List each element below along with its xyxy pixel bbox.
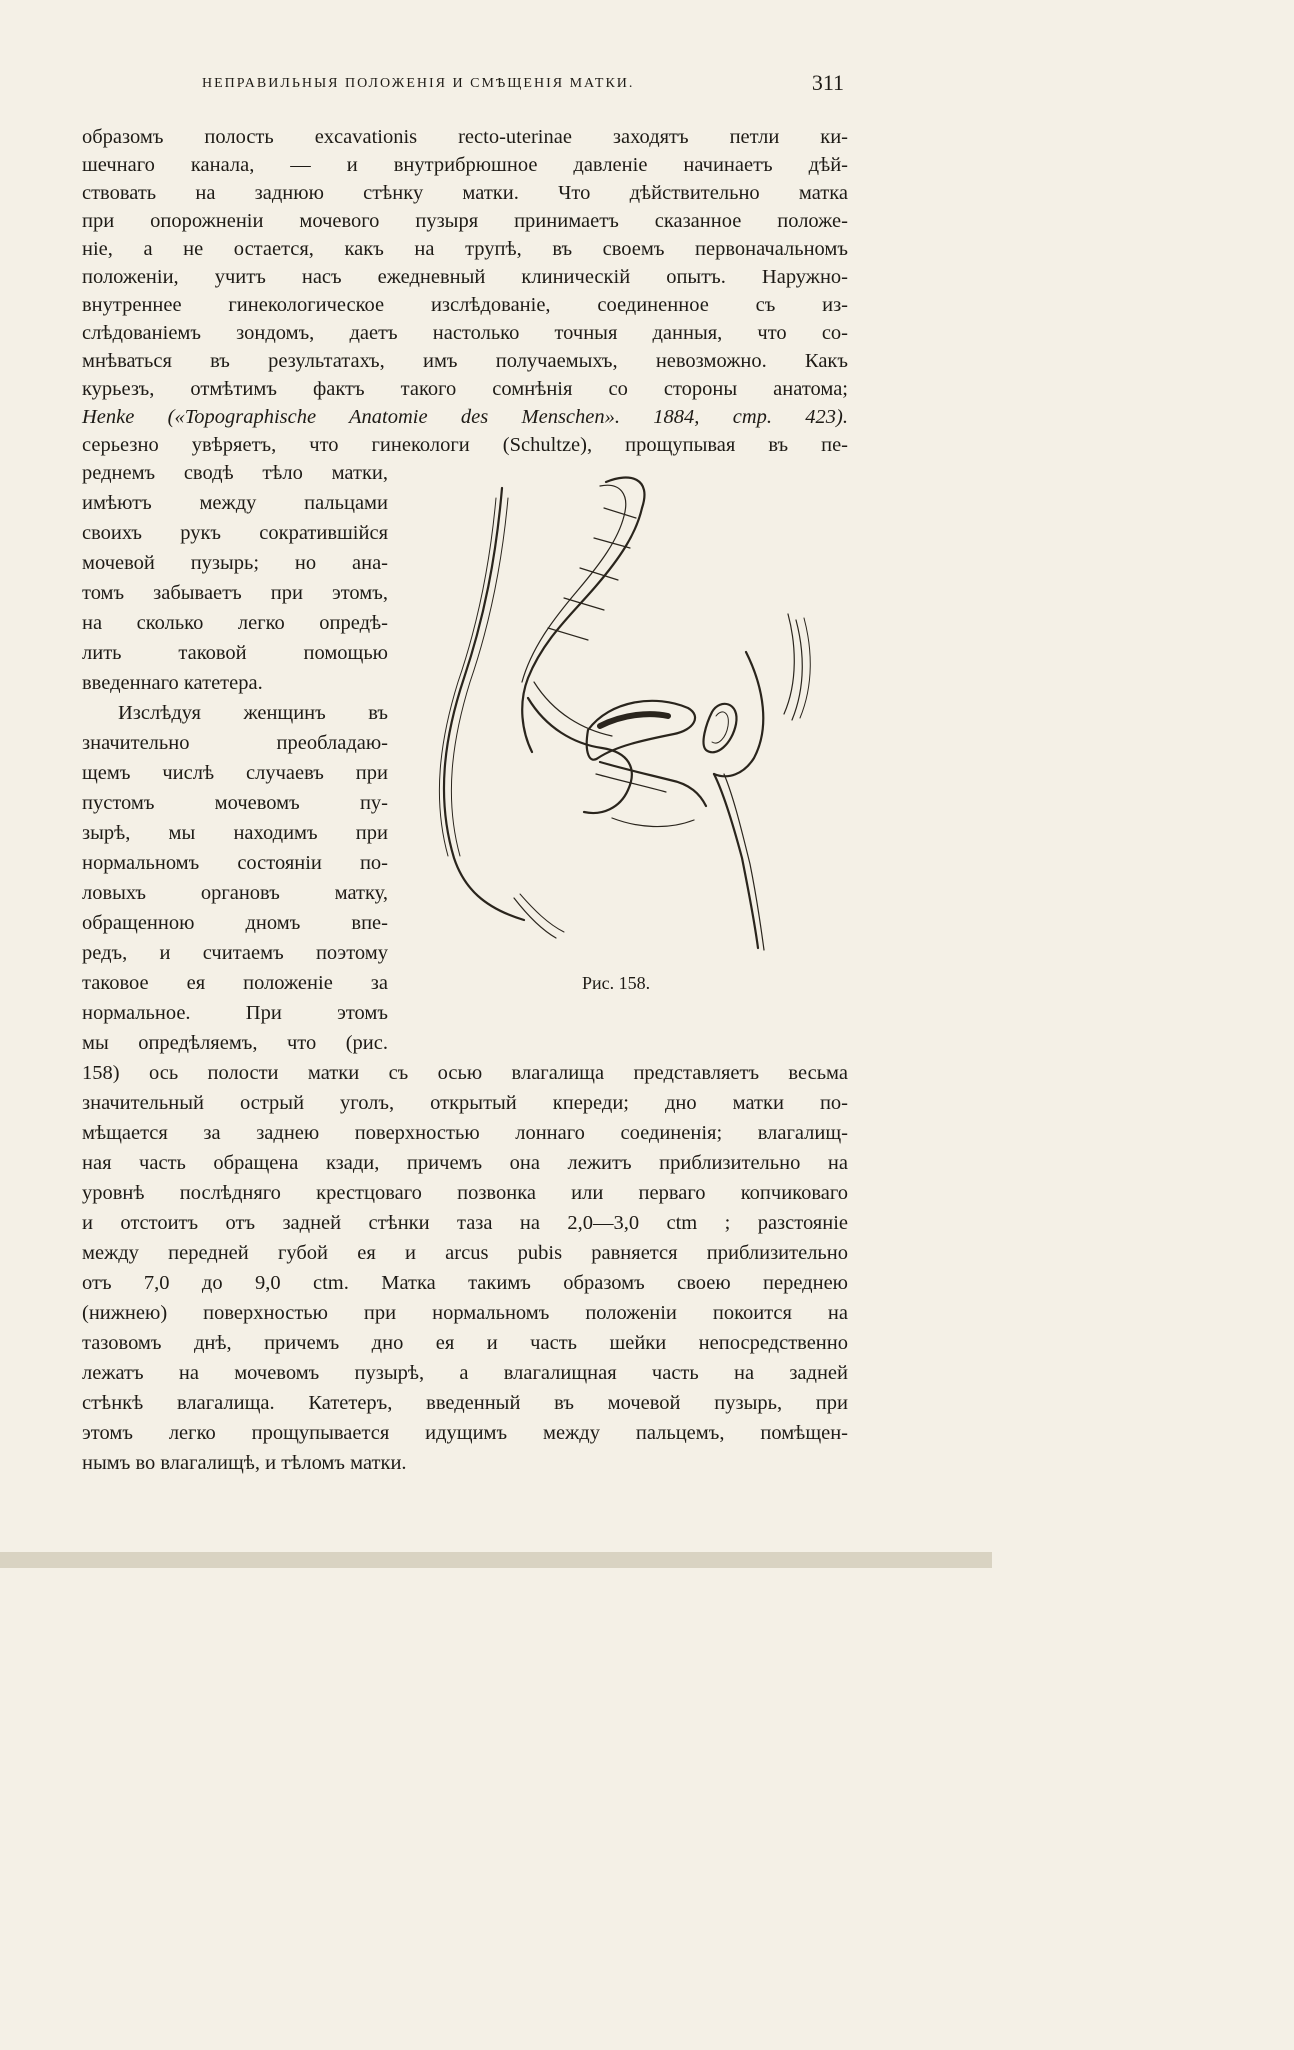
text-line: ствовать на заднюю стѣнку матки. Что дѣйствительно матка	[82, 182, 848, 204]
pubic-symphysis	[714, 774, 758, 948]
text-line: уровнѣ послѣдняго крестцоваго позвонка или перваго копчиковаго	[82, 1182, 848, 1204]
text-line: курьезъ, отмѣтимъ фактъ такого сомнѣнія со стороны анатома;	[82, 378, 848, 400]
text-line: введеннаго катетера.	[82, 672, 263, 694]
posterior-body-contour	[444, 488, 524, 920]
text-line: ловыхъ органовъ матку,	[82, 882, 388, 904]
text-line: серьезно увѣряетъ, что гинекологи (Schultze), прощупывая въ пе-	[82, 434, 848, 456]
text-line: слѣдованіемъ зондомъ, даетъ настолько точныя данныя, что со-	[82, 322, 848, 344]
citation-line: Henke («Topographische Anatomie des Menschen». 1884, стр. 423).	[82, 406, 848, 428]
text-line: имѣютъ между пальцами	[82, 492, 388, 514]
text-line: мнѣваться въ результатахъ, имъ получаемыхъ, невозможно. Какъ	[82, 350, 848, 372]
bladder-outline	[704, 704, 737, 752]
text-line: томъ забываетъ при этомъ,	[82, 582, 388, 604]
text-line: этомъ легко прощупывается идущимъ между пальцемъ, помѣщен-	[82, 1422, 848, 1444]
text-line: нормальномъ состояніи по-	[82, 852, 388, 874]
text-line: редъ, и считаемъ поэтому	[82, 942, 388, 964]
pelvis-sagittal-section	[424, 468, 840, 978]
text-line: лить таковой помощью	[82, 642, 388, 664]
text-line: своихъ рукъ сократившійся	[82, 522, 388, 544]
text-line: и отстоитъ отъ задней стѣнки таза на 2,0—3,0 ctm ; разстояніе	[82, 1212, 848, 1234]
vagina-outline	[600, 762, 706, 806]
text-line: 158) ось полости матки съ осью влагалища представляетъ весьма	[82, 1062, 848, 1084]
scan-edge	[0, 1552, 992, 1568]
uterine-cavity	[600, 714, 668, 726]
text-line: мѣщается за заднею поверхностью лоннаго соединенія; влагалищ-	[82, 1122, 848, 1144]
text-line: таковое ея положеніе за	[82, 972, 388, 994]
text-line: ніе, а не остается, какъ на трупѣ, въ своемъ первоначальномъ	[82, 238, 848, 260]
text-line: отъ 7,0 до 9,0 ctm. Матка такимъ образомъ своею переднею	[82, 1272, 848, 1294]
text-line: положеніи, учитъ насъ ежедневный клиническій опытъ. Наружно-	[82, 266, 848, 288]
text-line: лежатъ на мочевомъ пузырѣ, а влагалищная часть на задней	[82, 1362, 848, 1384]
text-line: пустомъ мочевомъ пу-	[82, 792, 388, 814]
text-line: шечнаго канала, — и внутрибрюшное давленіе начинаетъ дѣй-	[82, 154, 848, 176]
anatomical-illustration	[424, 468, 840, 978]
text-line: зырѣ, мы находимъ при	[82, 822, 388, 844]
text-line: образомъ полость excavationis recto-uterinae заходятъ петли ки-	[82, 126, 848, 148]
text-line: мочевой пузырь; но ана-	[82, 552, 388, 574]
text-line: стѣнкѣ влагалища. Катетеръ, введенный въ мочевой пузырь, при	[82, 1392, 848, 1414]
text-line: между передней губой ея и arcus pubis равняется приблизительно	[82, 1242, 848, 1264]
uterus-outline	[587, 701, 695, 760]
paragraph-start: Изслѣдуя женщинъ въ	[118, 702, 388, 724]
page-header	[82, 70, 844, 98]
text-line: мы опредѣляемъ, что (рис.	[82, 1032, 388, 1054]
anterior-abdominal-wall	[714, 652, 763, 776]
figure-caption: Рис. 158.	[582, 973, 651, 993]
text-line: значительный острый уголъ, открытый кпереди; дно матки по-	[82, 1092, 848, 1114]
text-line: щемъ числѣ случаевъ при	[82, 762, 388, 784]
text-line: внутреннее гинекологическое изслѣдованіе, соединенное съ из-	[82, 294, 848, 316]
rectum-outline	[528, 698, 632, 813]
text-line: нормальное. При этомъ	[82, 1002, 388, 1024]
text-line: тазовомъ днѣ, причемъ дно ея и часть шейки непосредственно	[82, 1332, 848, 1354]
text-line: нымъ во влагалищѣ, и тѣломъ матки.	[82, 1452, 407, 1474]
text-line: реднемъ сводѣ тѣло матки,	[82, 462, 388, 484]
text-line: значительно преобладаю-	[82, 732, 388, 754]
text-line: ная часть обращена кзади, причемъ она лежитъ приблизительно на	[82, 1152, 848, 1174]
text-line: обращенною дномъ впе-	[82, 912, 388, 934]
page-number: 311	[811, 70, 844, 95]
text-line: на сколько легко опредѣ-	[82, 612, 388, 634]
perineum-line	[612, 818, 694, 827]
text-line: при опорожненіи мочевого пузыря принимаетъ сказанное положе-	[82, 210, 848, 232]
text-line: (нижнею) поверхностью при нормальномъ положеніи покоится на	[82, 1302, 848, 1324]
sacrum-outline	[522, 478, 644, 752]
running-title: НЕПРАВИЛЬНЫЯ ПОЛОЖЕНІЯ И СМѢЩЕНІЯ МАТКИ.	[202, 76, 635, 91]
